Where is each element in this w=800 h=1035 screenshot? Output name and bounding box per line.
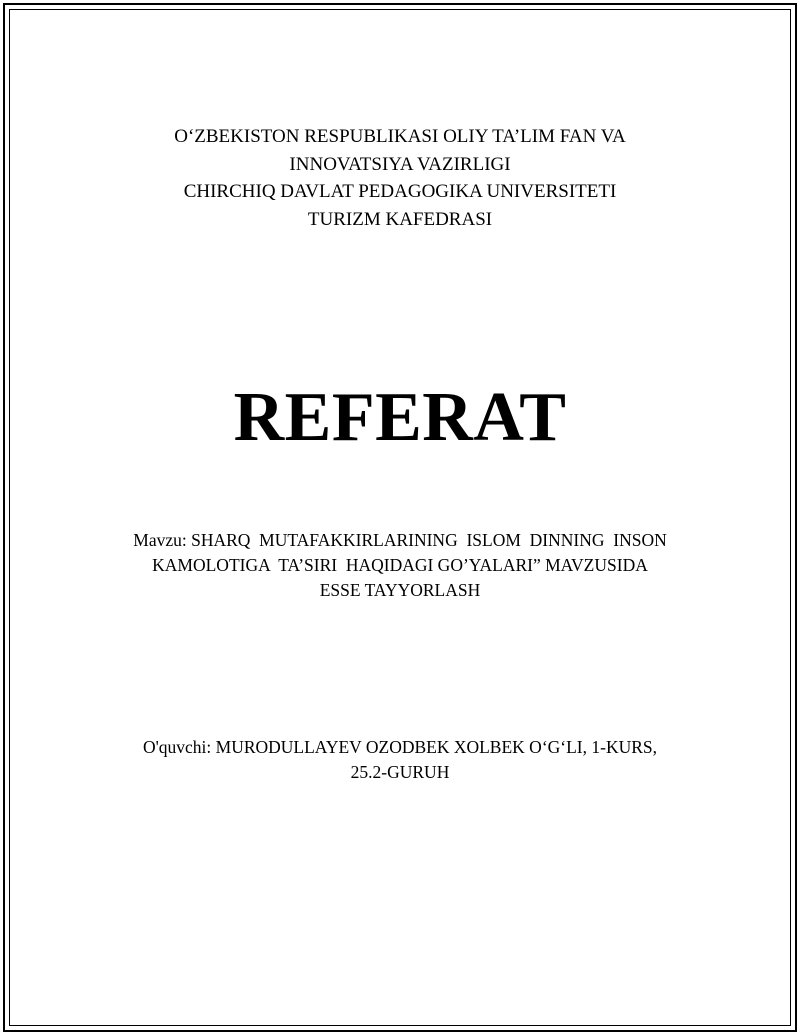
- header-line-department: TURIZM KAFEDRASI: [307, 208, 493, 230]
- topic-section: [0, 528, 800, 603]
- header-line-ministry-1: O‘ZBEKISTON RESPUBLIKASI OLIY TA’LIM FAN VA: [174, 126, 626, 147]
- topic-line-3: ESSE TAYYORLASH: [319, 580, 481, 600]
- document-title: REFERAT: [233, 379, 567, 456]
- header-line-ministry-2: INNOVATSIYA VAZIRLIGI: [289, 153, 511, 175]
- institution-header: [0, 123, 800, 233]
- student-section: [0, 735, 800, 785]
- header-line-university: CHIRCHIQ DAVLAT PEDAGOGIKA UNIVERSITETI: [183, 181, 617, 202]
- topic-line-2: KAMOLOTIGA TA’SIRI HAQIDAGI GO’YALARI” MAVZUSIDA: [152, 555, 648, 575]
- topic-line-1: Mavzu: SHARQ MUTAFAKKIRLARINING ISLOM DINNING INSON: [133, 530, 667, 550]
- student-line-1: O'quvchi: MURODULLAYEV OZODBEK XOLBEK O‘G‘LI, 1-KURS,: [142, 737, 658, 757]
- student-line-2: 25.2-GURUH: [350, 762, 450, 782]
